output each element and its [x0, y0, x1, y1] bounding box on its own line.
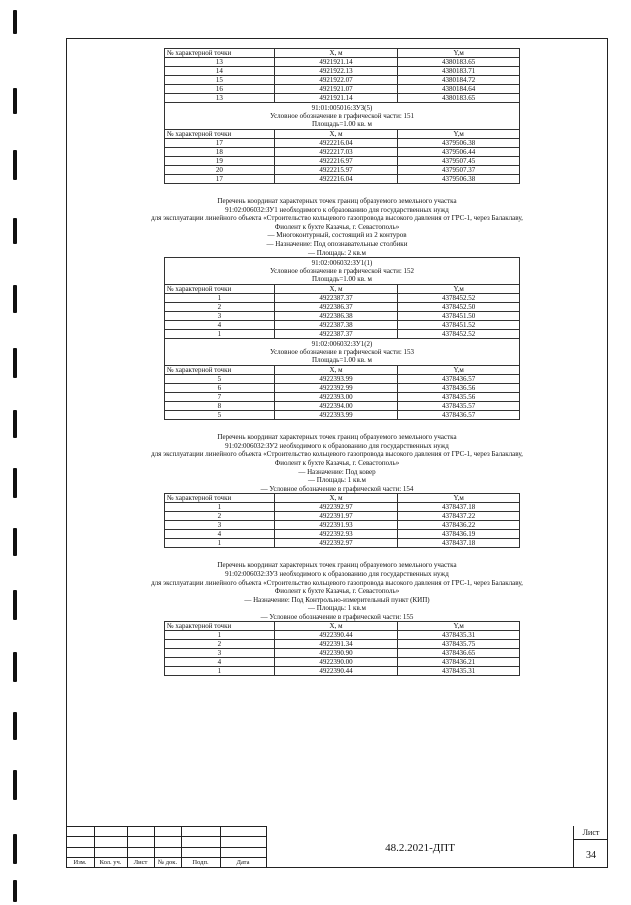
stamp-label-date: Дата: [236, 859, 250, 866]
stamp-label-revision: Изм.: [73, 859, 87, 866]
table-row: 8 4922394.00 4378435.57: [165, 402, 520, 411]
binding-mark: [13, 285, 17, 313]
table-row: 6 4922392.99 4378436.56: [165, 384, 520, 393]
table-row: 4 4922390.00 4378436.21: [165, 658, 520, 667]
part-designation: Условное обозначение в графической части: 151: [269, 112, 415, 120]
binding-mark: [13, 88, 17, 114]
table-row: 4 4922387.38 4378451.52: [165, 321, 520, 330]
part-id: 91:01:005016:ЗУЗ(5): [311, 104, 373, 112]
binding-mark: [13, 10, 17, 34]
table-row: 17 4922216.04 4379506.38: [165, 175, 520, 184]
binding-mark: [13, 348, 17, 378]
binding-mark: [13, 652, 17, 682]
table-header-row: № характерной точки X, м Y,м: [165, 49, 520, 58]
table-row: 20 4922215.97 4379507.37: [165, 166, 520, 175]
part-id: 91:02:006032:ЗУ1(1): [311, 259, 373, 268]
table-row: 1 4922392.97 4378437.18: [165, 539, 520, 548]
table-row: 13 4921921.14 4380183.65: [165, 94, 520, 103]
table-row: 1 4922390.44 4378435.31: [165, 667, 520, 676]
binding-mark: [13, 590, 17, 620]
table-row: 1 4922387.37 4378452.52: [165, 294, 520, 303]
table-row: 2 4922391.34 4378435.75: [165, 640, 520, 649]
binding-mark: [13, 218, 17, 244]
title-block-stamp: [66, 826, 608, 868]
part-area: Площадь=1.00 кв. м: [312, 356, 372, 365]
part-designation: Условное обозначение в графической части: 153: [269, 348, 415, 357]
table-row: 7 4922393.00 4378435.56: [165, 393, 520, 402]
stamp-label-doc-number: № док.: [157, 859, 178, 866]
zu2-heading: Перечень координат характерных точек границ образуемого земельного участка 91:02:006032:ЗУ2 необходимого к образованию для государственных нужд для эксплуатации линейного объекта «Строительство кольцевого газопровода высокого давления от ГРС-1, через Балаклаву, Фиолент к бухте Казачья, г. Севастополь» — Назначение: Под ковер — Площадь: 1 кв.м — Условное обозначение в графической части: 154: [151, 433, 523, 493]
stamp-sheet-box: [574, 826, 608, 868]
stamp-label-count: Кол. уч.: [99, 859, 122, 866]
binding-mark: [13, 410, 17, 438]
table-row: 19 4922216.97 4379507.45: [165, 157, 520, 166]
part-caption: [165, 339, 520, 366]
binding-mark: [13, 770, 17, 800]
sheet-label: Лист: [582, 828, 600, 837]
binding-mark: [13, 468, 17, 498]
part-caption: [165, 258, 520, 285]
sheet-number: 34: [586, 850, 596, 861]
part-area: Площадь=1.00 кв. м: [312, 120, 372, 128]
table-header-row: № характерной точки X, м Y,м: [165, 285, 520, 294]
table-row: 1 4922387.37 4378452.52: [165, 330, 520, 339]
table-row: 17 4922216.04 4379506.38: [165, 139, 520, 148]
table-row: 3 4922391.93 4378436.22: [165, 521, 520, 530]
zu2-coordinates-table: [164, 493, 520, 548]
table-row: 1 4922390.44 4378435.31: [165, 631, 520, 640]
table-row: 3 4922386.38 4378451.50: [165, 312, 520, 321]
zu1-heading: Перечень координат характерных точек границ образуемого земельного участка 91:02:006032:ЗУ1 необходимого к образованию для государственных нужд для эксплуатации линейного объекта «Строительство кольцевого газопровода высокого давления от ГРС-1, через Балаклаву, Фиолент к бухте Казачья, г. Севастополь» — Многоконтурный, состоящий из 2 контуров — Назначение: Под опознавательные столбики — Площадь: 2 кв.м: [151, 197, 523, 257]
table-row: 1 4922392.97 4378437.18: [165, 503, 520, 512]
binding-mark: [13, 712, 17, 740]
table-row: 2 4922391.97 4378437.22: [165, 512, 520, 521]
part-designation: Условное обозначение в графической части: 152: [269, 267, 415, 276]
page-content: [66, 48, 608, 676]
table-row: 5 4922393.99 4378436.57: [165, 375, 520, 384]
coordinates-table-continued: [164, 48, 520, 184]
document-code: 48.2.2021-ДПТ: [385, 842, 455, 854]
part-id: 91:02:006032:ЗУ1(2): [311, 340, 373, 349]
table-header-row: № характерной точки X, м Y,м: [165, 622, 520, 631]
table-row: 18 4922217.03 4379506.44: [165, 148, 520, 157]
table-row: 14 4921922.13 4380183.71: [165, 67, 520, 76]
part-area: Площадь=1.00 кв. м: [312, 275, 372, 284]
table-row: 13 4921921.14 4380183.65: [165, 58, 520, 67]
table-row: 5 4922393.99 4378436.57: [165, 411, 520, 420]
stamp-label-sheet: Лист: [133, 859, 148, 866]
table-row: 15 4921922.07 4380184.72: [165, 76, 520, 85]
binding-mark: [13, 150, 17, 180]
stamp-revision-grid: [66, 826, 266, 868]
table-header-row: № характерной точки X, м Y,м: [165, 494, 520, 503]
table-row: 4 4922392.93 4378436.19: [165, 530, 520, 539]
binding-margin: [0, 0, 30, 905]
zu1-coordinates-table: [164, 257, 520, 420]
table-row: 2 4922386.37 4378452.50: [165, 303, 520, 312]
binding-mark: [13, 880, 17, 902]
table-header-row: № характерной точки X, м Y,м: [165, 366, 520, 375]
table-row: 16 4921921.07 4380184.64: [165, 85, 520, 94]
zu3-coordinates-table: [164, 621, 520, 676]
binding-mark: [13, 834, 17, 864]
table-header-row: № характерной точки X, м Y,м: [165, 130, 520, 139]
binding-mark: [13, 528, 17, 556]
stamp-document-code: [266, 826, 574, 868]
table-row: 3 4922390.90 4378436.65: [165, 649, 520, 658]
stamp-label-signature: Подп.: [192, 859, 209, 866]
zu3-heading: Перечень координат характерных точек границ образуемого земельного участка 91:02:006032:ЗУЗ необходимого к образованию для государственных нужд для эксплуатации линейного объекта «Строительство кольцевого газопровода высокого давления от ГРС-1, через Балаклаву, Фиолент к бухте Казачья, г. Севастополь» — Назначение: Под Контрольно-измерительный пункт (КИП) — Площадь: 1 кв.м — Условное обозначение в графической части: 155: [151, 561, 523, 621]
part-caption: [165, 103, 520, 130]
